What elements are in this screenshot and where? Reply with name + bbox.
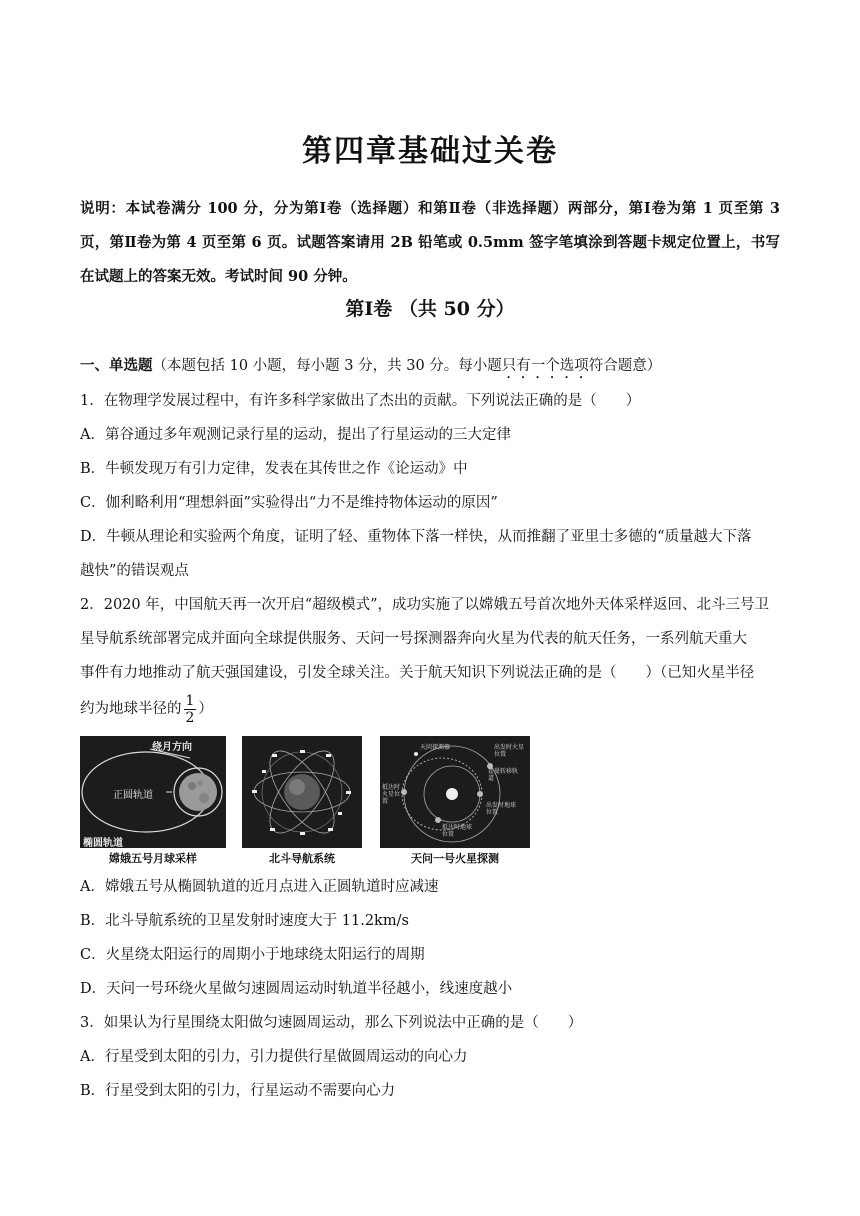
section-heading xyxy=(80,356,785,382)
q2-option-a: A．嫦娥五号从椭圆轨道的近月点进入正圆轨道时应减速 xyxy=(80,879,439,895)
q2-stem-line4-pre: 约为地球半径的 xyxy=(80,701,182,717)
q2-option-b: B．北斗导航系统的卫星发射时速度大于 11.2km/s xyxy=(80,913,409,929)
q2-stem-line3: 事件有力地推动了航天强国建设，引发全球关注。关于航天知识下列说法正确的是（ ）（已知火星半径 xyxy=(80,665,755,681)
exam-instructions: 说明：本试卷满分 100 分，分为第Ⅰ卷（选择题）和第Ⅱ卷（非选择题）两部分，第Ⅰ卷为第 1 页至第 3 页，第Ⅱ卷为第 4 页至第 6 页。试题答案请用 2B 铅笔或 0.5mm 签字笔填涂到答题卡规定位置上，书写在试题上的答案无效。考试时间 90 分钟。 xyxy=(80,200,780,285)
label-mars-arrive: 抵达时火星位置 xyxy=(382,784,401,805)
q3-option-b: B．行星受到太阳的引力，行星运动不需要向心力 xyxy=(80,1083,396,1099)
label-transfer-orbit: 霍曼转移轨道 xyxy=(488,768,519,782)
q1-stem: 1．在物理学发展过程中，有许多科学家做出了杰出的贡献。下列说法正确的是（ ） xyxy=(80,393,641,409)
q1-option-d-line1: D．牛顿从理论和实验两个角度，证明了轻、重物体下落一样快，从而推翻了亚里士多德的“质量越大下落 xyxy=(80,529,752,545)
q2-stem-line4 xyxy=(80,692,785,726)
figure-tianwen-1 xyxy=(380,736,530,866)
q2-option-c: C．火星绕太阳运行的周期小于地球绕太阳运行的周期 xyxy=(80,947,425,963)
q2-option-d: D．天问一号环绕火星做匀速圆周运动时轨道半径越小，线速度越小 xyxy=(80,981,513,997)
label-orbit-direction: 绕月方向 xyxy=(152,742,192,753)
q1-option-a: A．第谷通过多年观测记录行星的运动，提出了行星运动的三大定律 xyxy=(80,427,511,443)
beidou-image xyxy=(242,736,362,848)
q2-figures xyxy=(80,736,540,866)
chang-e-orbit-image xyxy=(80,736,226,848)
label-mars-depart: 出发时火星位置 xyxy=(494,744,525,758)
label-earth-depart: 出发时地球位置 xyxy=(486,802,517,816)
q3-option-a: A．行星受到太阳的引力，引力提供行星做圆周运动的向心力 xyxy=(80,1049,468,1065)
q2-stem-line4-post: ） xyxy=(198,701,213,717)
fraction-numerator: 1 xyxy=(185,692,195,709)
figure-caption-1: 嫦娥五号月球采样 xyxy=(109,852,197,865)
section-desc-pre: （本题包括 10 小题，每小题 3 分，共 30 分。每小题 xyxy=(152,358,502,374)
q1-option-c: C．伽利略利用“理想斜面”实验得出“力不是维持物体运动的原因” xyxy=(80,495,498,511)
section-title: 一、单选题 xyxy=(80,357,153,374)
q2-stem-line2: 星导航系统部署完成并面向全球提供服务、天问一号探测器奔向火星为代表的航天任务，一系列航天重大 xyxy=(80,631,747,647)
fraction-denominator: 2 xyxy=(185,709,195,726)
q1-option-d-line2: 越快”的错误观点 xyxy=(80,563,189,579)
label-elliptical-orbit: 椭圆轨道 xyxy=(83,838,123,848)
q3-stem: 3．如果认为行星围绕太阳做匀速圆周运动，那么下列说法中正确的是（ ） xyxy=(80,1015,583,1031)
page-title: 第四章基础过关卷 xyxy=(302,134,558,169)
label-probe: 天问探测器 xyxy=(420,744,451,751)
figure-chang-e-5 xyxy=(80,736,226,866)
label-circular-orbit: 正圆轨道 xyxy=(113,790,153,801)
figure-beidou xyxy=(242,736,362,866)
label-earth-arrive: 抵达时地球位置 xyxy=(442,824,473,838)
q2-stem-line1: 2．2020 年，中国航天再一次开启“超级模式”，成功实施了以嫦娥五号首次地外天体采样返回、北斗三号卫 xyxy=(80,597,770,613)
section-desc-emphasis: 只有一个选项 xyxy=(501,358,589,374)
q1-option-b: B．牛顿发现万有引力定律，发表在其传世之作《论运动》中 xyxy=(80,461,468,477)
figure-caption-3: 天问一号火星探测 xyxy=(411,852,499,865)
figure-caption-2: 北斗导航系统 xyxy=(269,852,335,865)
section-desc-post: 符合题意） xyxy=(588,358,662,374)
part-title: 第Ⅰ卷 （共 50 分） xyxy=(345,298,515,320)
satellite-constellation-diagram xyxy=(242,736,362,848)
tianwen-image xyxy=(380,736,530,848)
fraction-one-half xyxy=(184,693,197,726)
